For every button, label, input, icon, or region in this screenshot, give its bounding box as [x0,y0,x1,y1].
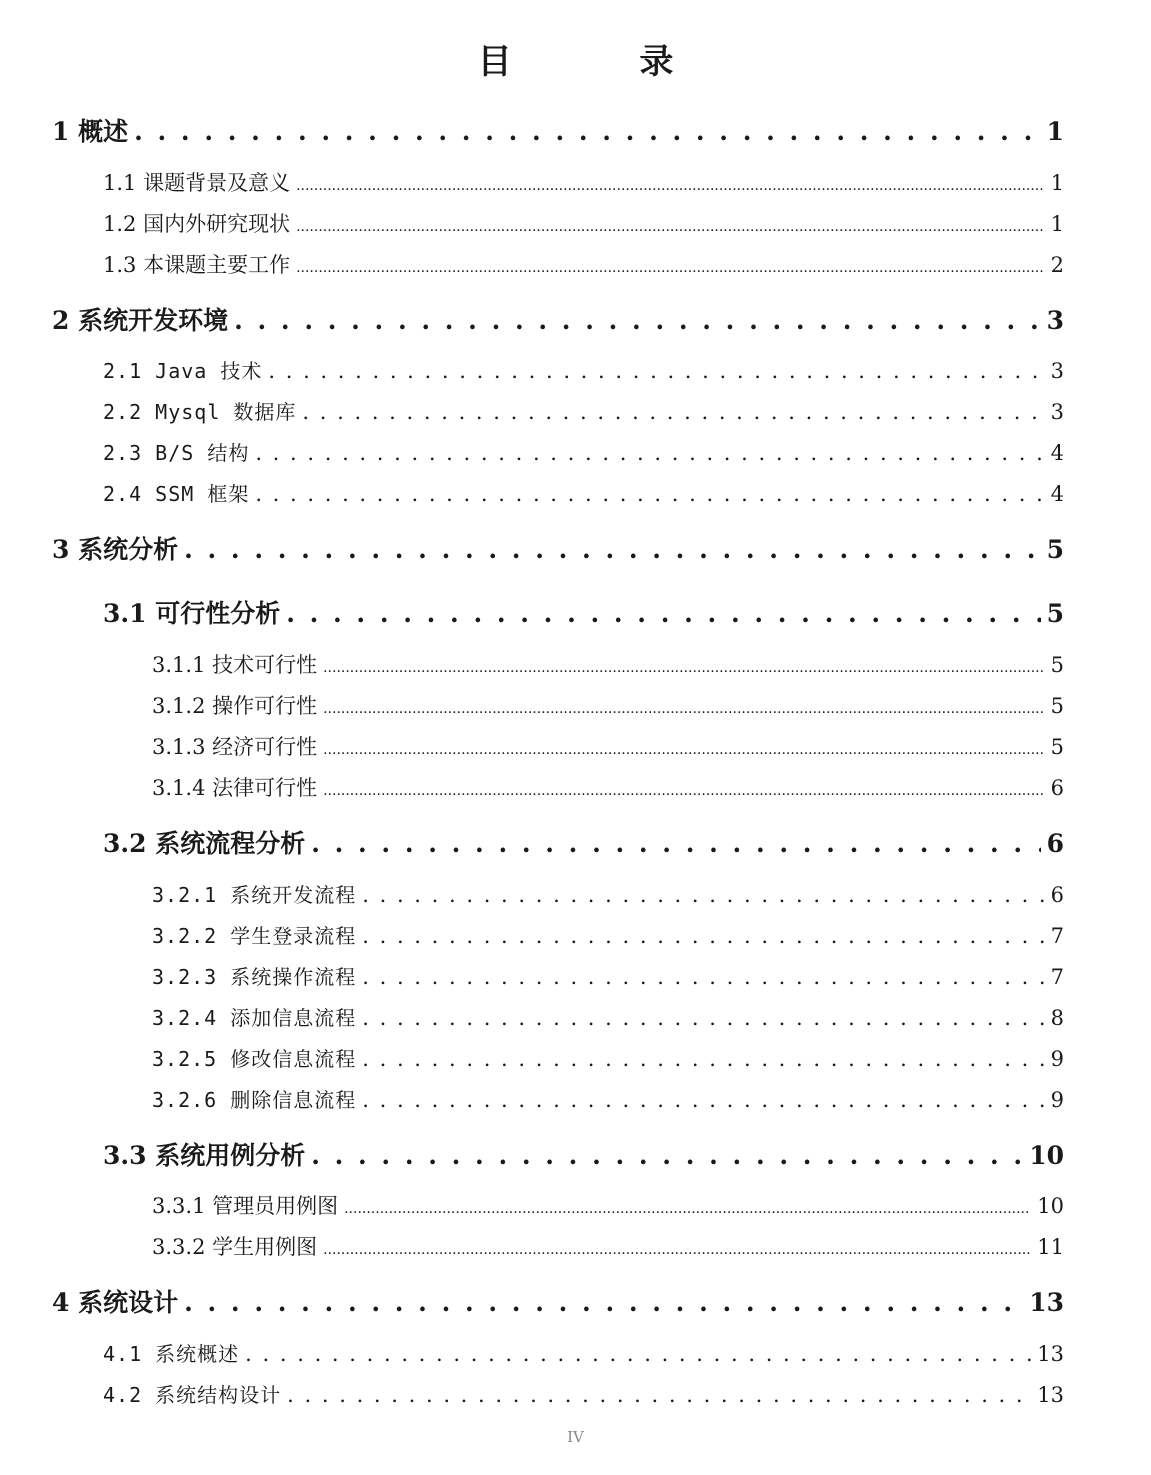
toc-entry-page: 6 [1046,829,1064,858]
toc-entry-page: 5 [1046,599,1064,628]
toc-entry[interactable] [52,530,1064,566]
page-title: 目 录 [477,42,732,82]
toc-entry-page: 3 [1046,306,1064,335]
dot-leader [287,1383,1031,1407]
toc-entry-label: 3.2 系统流程分析 [103,829,306,858]
toc-entry-page: 10 [1037,1194,1064,1218]
dot-leader [296,212,1045,236]
toc-entry-page: 7 [1050,965,1064,989]
toc-entry[interactable] [152,772,1064,802]
toc-entry-page: 5 [1050,694,1064,718]
toc-entry-page: 8 [1050,1006,1064,1030]
toc-entry-label: 3.2.2 学生登录流程 [152,924,357,948]
toc-entry[interactable] [103,478,1064,507]
toc-entry-label: 1.2 国内外研究现状 [103,212,291,236]
toc-entry[interactable] [103,355,1064,384]
toc-entry-label: 3.1.2 操作可行性 [152,694,318,718]
toc-entry-page: 13 [1037,1383,1064,1407]
dot-leader [234,306,1040,335]
dot-leader [134,117,1040,146]
dot-leader [255,482,1044,506]
toc-entry[interactable] [152,731,1064,761]
toc-entry-page: 9 [1050,1047,1064,1071]
toc-entry[interactable] [103,1338,1064,1367]
toc-entry-page: 6 [1050,776,1064,800]
toc-entry[interactable] [152,1084,1064,1113]
toc-entry[interactable] [52,301,1064,337]
toc-entry-label: 2.1 Java 技术 [103,359,263,383]
toc-entry-page: 4 [1050,482,1064,506]
dot-leader [362,1006,1044,1030]
toc-entry-page: 1 [1050,171,1064,195]
page-number-footer: IV [567,1428,584,1446]
toc-entry[interactable] [103,1136,1064,1172]
dot-leader [362,883,1044,907]
toc-entry-label: 1.1 课题背景及意义 [103,171,291,195]
dot-leader [323,694,1045,718]
toc-entry[interactable] [103,249,1064,279]
dot-leader [296,171,1045,195]
toc-entry-page: 5 [1050,653,1064,677]
dot-leader [362,965,1044,989]
toc-entry[interactable] [152,1002,1064,1031]
toc-entry-label: 3 系统分析 [52,535,179,564]
toc-entry[interactable] [103,594,1064,630]
toc-entry-page: 13 [1037,1342,1064,1366]
toc-entry[interactable] [152,961,1064,990]
toc-entry-label: 2 系统开发环境 [52,306,229,335]
toc-entry[interactable] [152,690,1064,720]
toc-entry-page: 11 [1037,1235,1064,1259]
toc-entry[interactable] [152,1190,1064,1220]
toc-entry[interactable] [103,208,1064,238]
toc-entry-label: 3.2.4 添加信息流程 [152,1006,357,1030]
dot-leader [323,735,1045,759]
toc-entry-page: 3 [1050,400,1064,424]
toc-entry[interactable] [103,437,1064,466]
toc-entry-page: 1 [1050,212,1064,236]
dot-leader [362,1088,1044,1112]
toc-entry[interactable] [152,920,1064,949]
toc-entry-label: 1.3 本课题主要工作 [103,253,291,277]
dot-leader [184,1288,1023,1317]
toc-entry[interactable] [152,649,1064,679]
dot-leader [362,924,1044,948]
dot-leader [323,1235,1031,1259]
toc-entry-page: 3 [1050,359,1064,383]
toc-entry-label: 4.2 系统结构设计 [103,1383,282,1407]
dot-leader [362,1047,1044,1071]
toc-entry-page: 5 [1050,735,1064,759]
toc-entry-label: 3.1.1 技术可行性 [152,653,318,677]
toc-entry-label: 3.1.4 法律可行性 [152,776,318,800]
toc-entry-label: 3.3.1 管理员用例图 [152,1194,339,1218]
toc-entry-label: 3.3.2 学生用例图 [152,1235,318,1259]
toc-entry-label: 3.1.3 经济可行性 [152,735,318,759]
toc-entry-label: 3.2.3 系统操作流程 [152,965,357,989]
dot-leader [311,829,1040,858]
toc-entry-label: 4.1 系统概述 [103,1342,240,1366]
toc-entry[interactable] [152,879,1064,908]
toc-entry-page: 2 [1050,253,1064,277]
toc-entry-page: 13 [1029,1288,1064,1317]
dot-leader [255,441,1044,465]
dot-leader [296,253,1045,277]
dot-leader [245,1342,1031,1366]
toc-entry[interactable] [103,1379,1064,1408]
toc-entry-label: 3.2.1 系统开发流程 [152,883,357,907]
dot-leader [311,1141,1023,1170]
dot-leader [184,535,1040,564]
toc-entry-page: 9 [1050,1088,1064,1112]
toc-entry-label: 2.2 Mysql 数据库 [103,400,297,424]
dot-leader [268,359,1044,383]
toc-entry-label: 2.3 B/S 结构 [103,441,250,465]
dot-leader [286,599,1040,628]
toc-entry-label: 3.1 可行性分析 [103,599,281,628]
toc-entry[interactable] [103,396,1064,425]
dot-leader [323,653,1045,677]
dot-leader [323,776,1045,800]
toc-entry-page: 4 [1050,441,1064,465]
toc-entry-page: 7 [1050,924,1064,948]
toc-entry-label: 3.3 系统用例分析 [103,1141,306,1170]
toc-entry-label: 3.2.5 修改信息流程 [152,1047,357,1071]
toc-entry[interactable] [103,167,1064,197]
toc-entry-label: 1 概述 [52,117,129,146]
toc-entry[interactable] [52,112,1064,148]
dot-leader [302,400,1044,424]
toc-entry-page: 1 [1046,117,1064,146]
toc-entry[interactable] [152,1043,1064,1072]
toc-entry-page: 5 [1046,535,1064,564]
toc-entry-page: 6 [1050,883,1064,907]
toc-entry[interactable] [52,1283,1064,1319]
toc-entry-label: 3.2.6 删除信息流程 [152,1088,357,1112]
toc-entry[interactable] [103,824,1064,860]
toc-entry-label: 4 系统设计 [52,1288,179,1317]
toc-entry-page: 10 [1029,1141,1064,1170]
dot-leader [344,1194,1031,1218]
toc-entry-label: 2.4 SSM 框架 [103,482,250,506]
toc-entry[interactable] [152,1231,1064,1261]
